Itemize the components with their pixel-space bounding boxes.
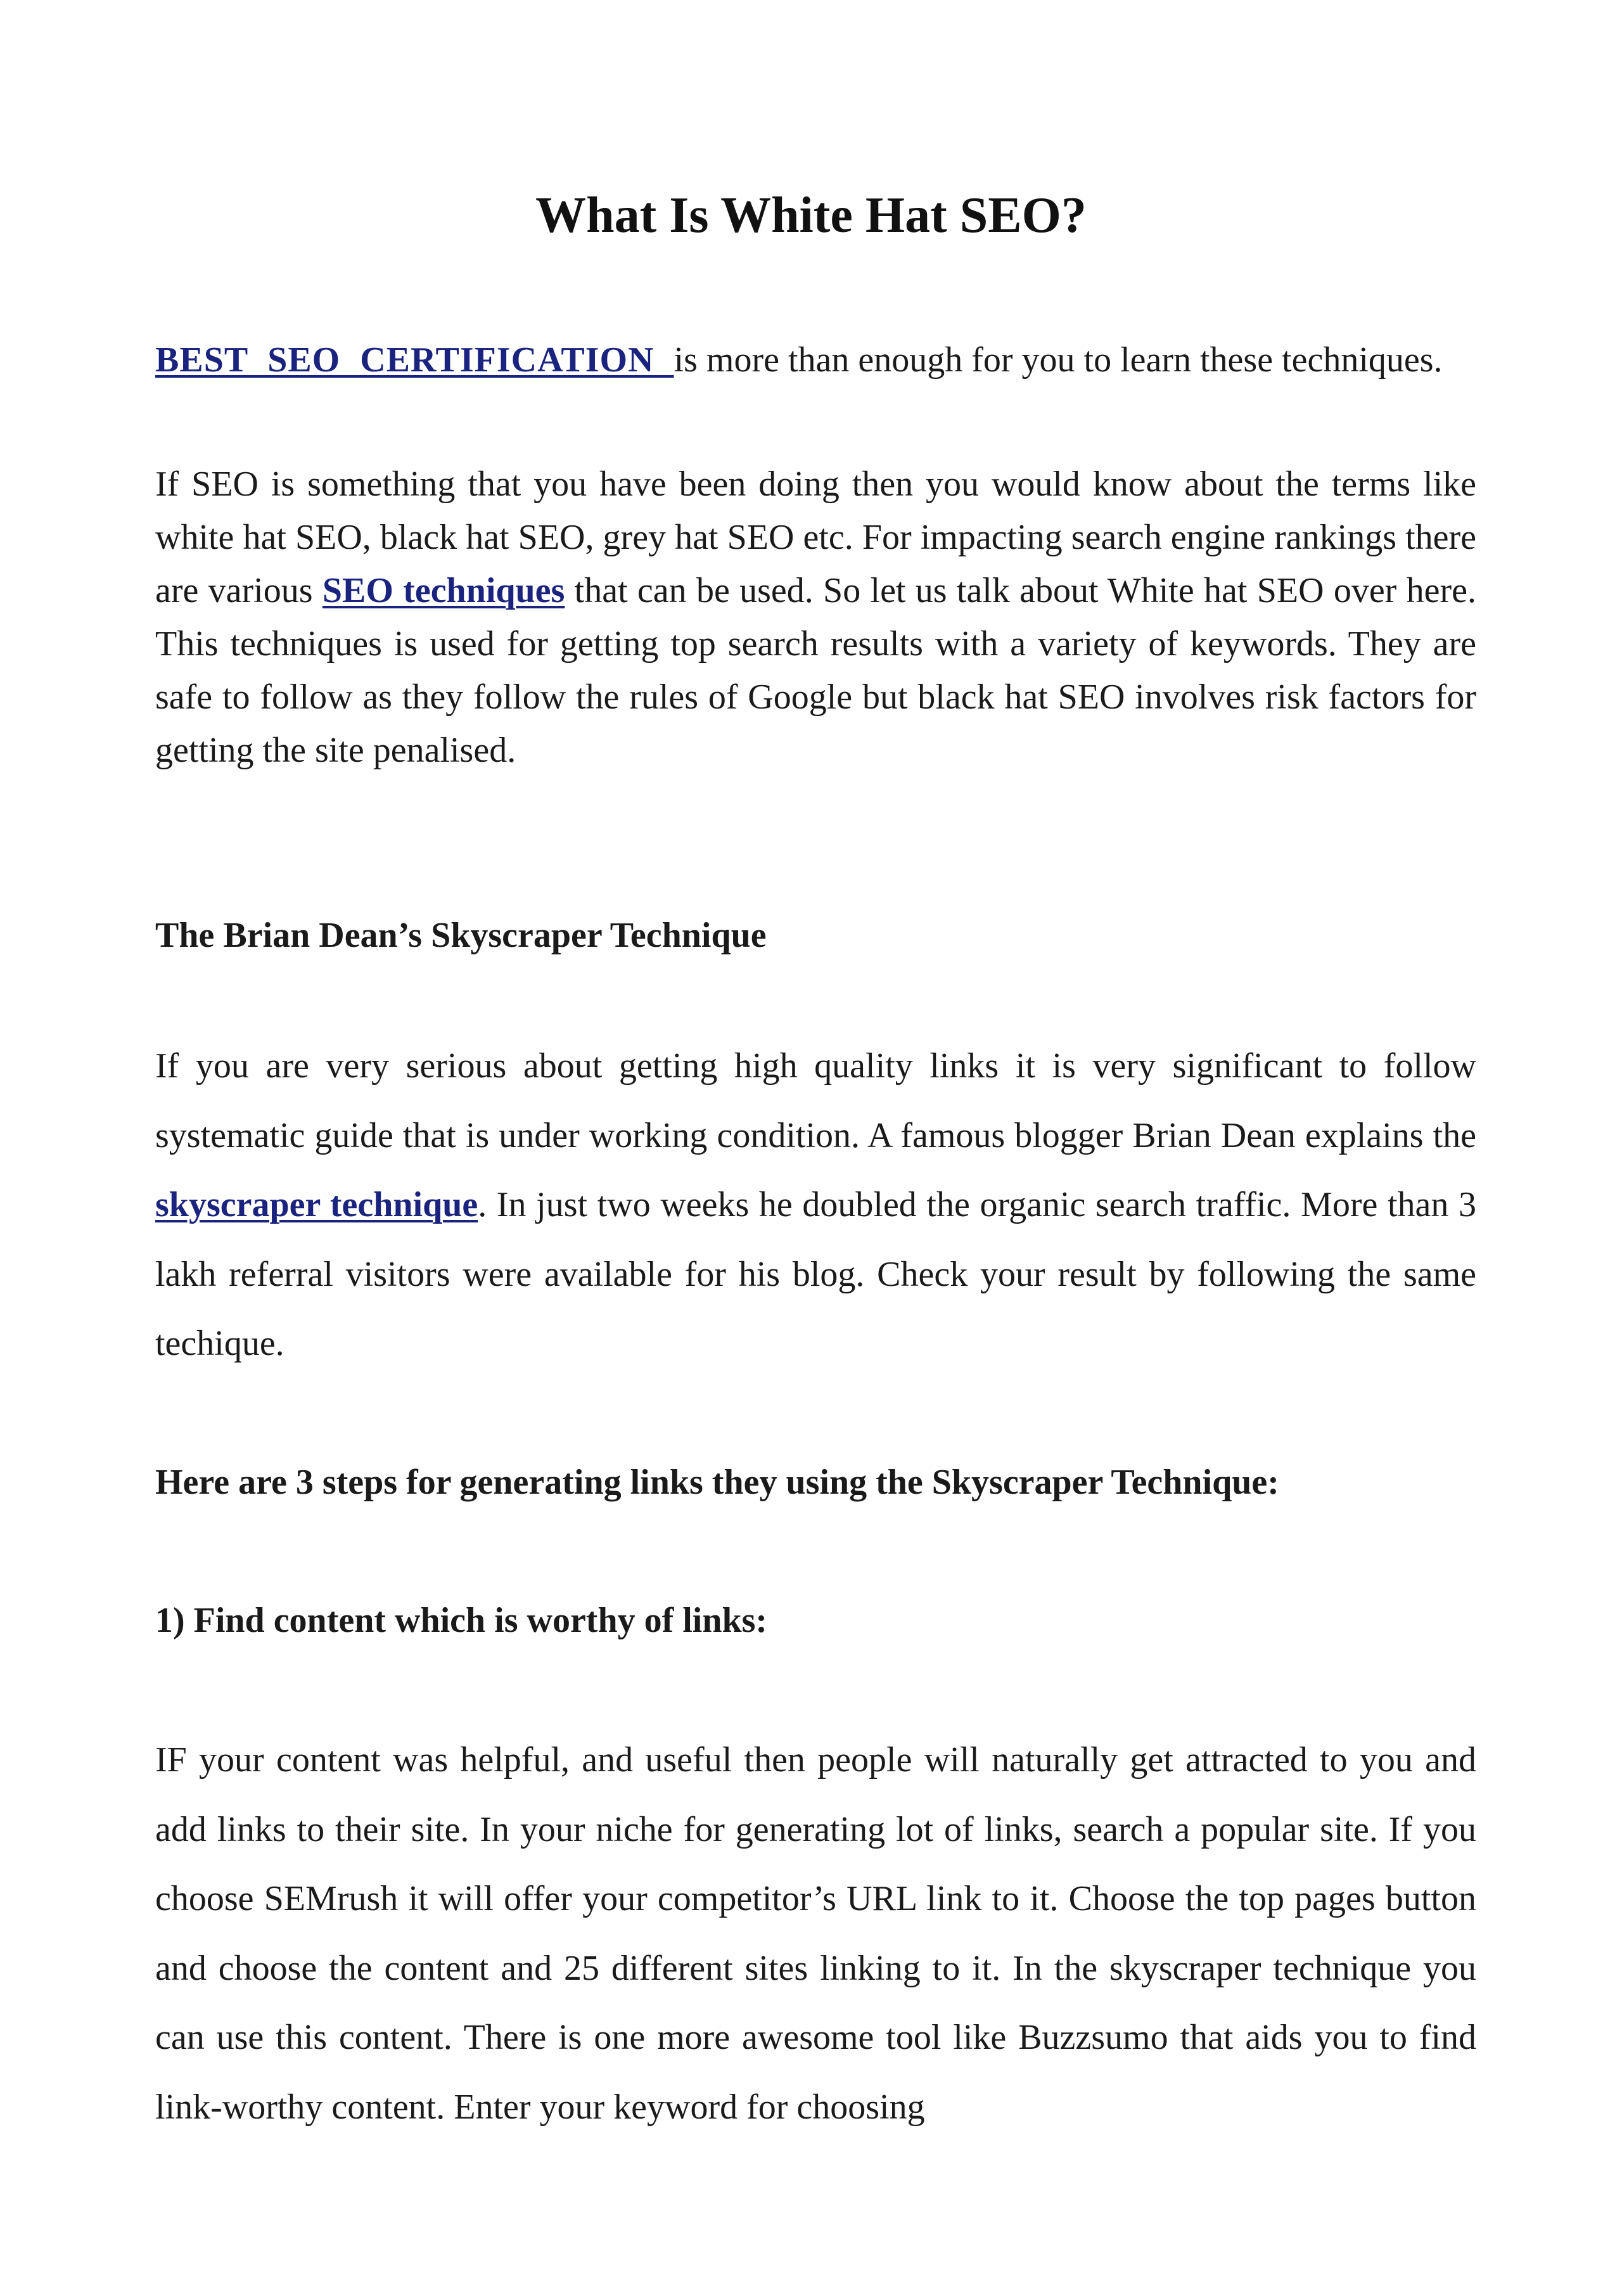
seo-techniques-link[interactable]: SEO techniques <box>322 571 565 610</box>
section-heading-steps: Here are 3 steps for generating links they using the Skyscraper Technique: <box>155 1463 1279 1502</box>
page-title: What Is White Hat SEO? <box>535 188 1087 243</box>
step-1-paragraph: IF your content was helpful, and useful then people will naturally get attracted to you and add links to their site. In your niche for generating lot of links, search a popular site. If you choose SEMrush it will offer your competitor’s URL link to it. Choose the top pages button and choose the content and 25 different sites linking to it. In the skyscraper technique you can use this content. There is one more awesome tool like Buzzsumo that aids you to find link-worthy content. Enter your keyword for choosing <box>155 1740 1476 2127</box>
best-seo-certification-link[interactable]: BEST SEO CERTIFICATION <box>155 340 674 380</box>
step-1-heading: 1) Find content which is worthy of links: <box>155 1601 768 1640</box>
paragraph-text: that can be used. So let us talk about White hat SEO over here. This techniques is used for getting top search results with a variety of keywords. They are safe to follow as they follow the rules of Google but black hat SEO involves risk factors for getting the site penalised. <box>155 571 1476 770</box>
intro-paragraph <box>155 333 1476 387</box>
intro-text: is more than enough for you to learn these techniques. <box>674 340 1443 380</box>
paragraph-text: If SEO is something that you have been doing then you would know about the terms like white hat SEO, black hat SEO, grey hat SEO etc. For impacting search engine rankings there are various <box>155 465 1476 610</box>
paragraph-text: . In just two weeks he doubled the organic search traffic. More than 3 lakh referral visitors were available for his blog. Check your result by following the same techique. <box>155 1185 1476 1363</box>
skyscraper-paragraph <box>155 1032 1476 1379</box>
section-heading-skyscraper: The Brian Dean’s Skyscraper Technique <box>155 916 767 955</box>
skyscraper-technique-link[interactable]: skyscraper technique <box>155 1185 478 1224</box>
paragraph-text: If you are very serious about getting high quality links it is very significant to follow systematic guide that is under working condition. A famous blogger Brian Dean explains the <box>155 1046 1476 1155</box>
seo-intro-paragraph <box>155 458 1476 777</box>
